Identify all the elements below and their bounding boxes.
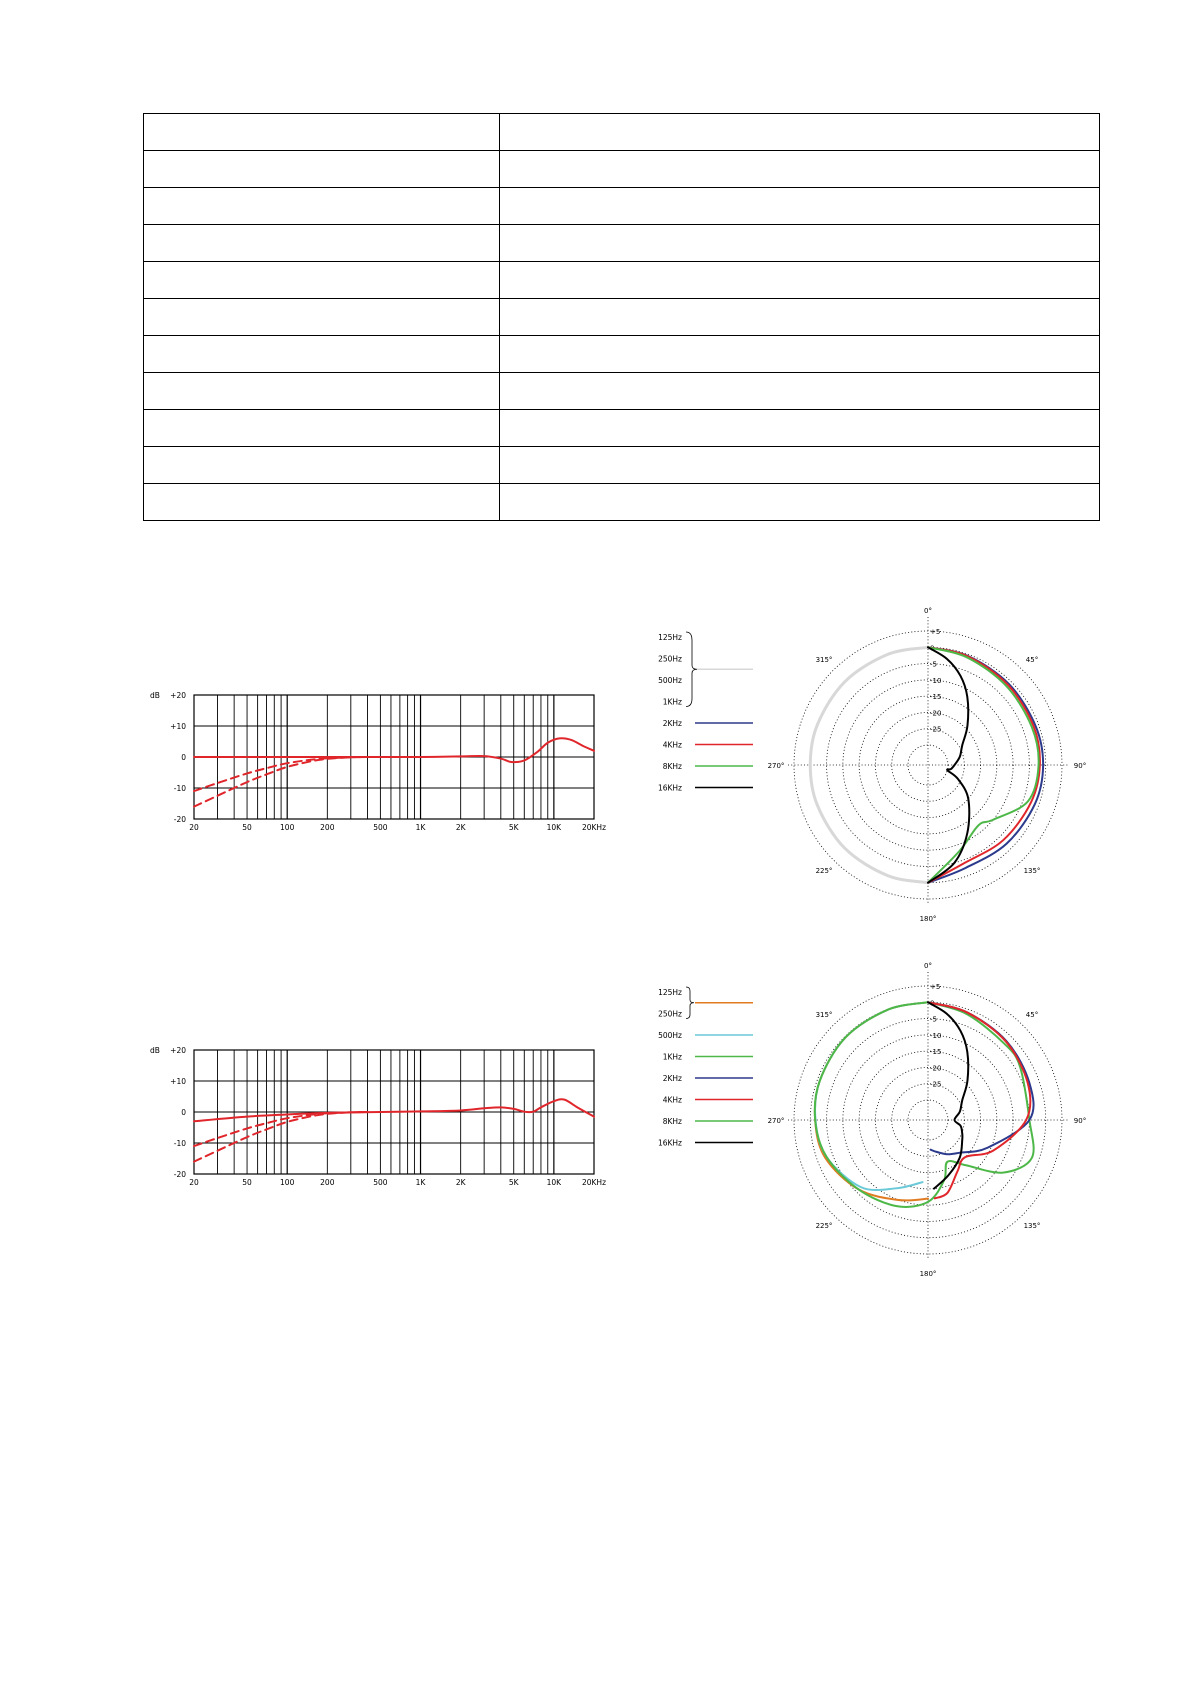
radial-tick-label: -10 xyxy=(930,676,942,685)
legend-label: 2KHz xyxy=(662,719,682,728)
x-tick-label: 2K xyxy=(455,1178,466,1187)
spec-label-cell xyxy=(144,188,500,225)
legend-label: 125Hz xyxy=(658,633,682,642)
legend-label: 1KHz xyxy=(662,697,682,707)
radial-tick-label: -10 xyxy=(930,1031,942,1040)
x-tick-label: 5K xyxy=(508,1178,519,1187)
polar-response-curve xyxy=(815,1002,928,1190)
angle-label: 315° xyxy=(815,1011,833,1019)
polar-pattern-chart-2 xyxy=(650,960,1110,1278)
spec-label-cell xyxy=(144,484,500,521)
x-tick-label: 500 xyxy=(373,1178,388,1187)
legend-label: 16KHz xyxy=(657,783,682,793)
radial-tick-label: +5 xyxy=(930,983,941,991)
radial-tick-label: -20 xyxy=(930,709,942,718)
legend-label: 8KHz xyxy=(662,1117,682,1126)
radial-tick-label: -25 xyxy=(930,725,942,734)
angle-label: 180° xyxy=(919,915,937,923)
legend-label: 250Hz xyxy=(658,654,682,664)
legend-label: 250Hz xyxy=(658,1009,682,1019)
spec-label-cell xyxy=(144,151,500,188)
angle-label: 45° xyxy=(1025,656,1039,664)
spec-label-cell xyxy=(144,299,500,336)
x-tick-label: 1K xyxy=(415,823,426,832)
y-tick-label: -20 xyxy=(173,815,186,824)
spec-row xyxy=(144,114,1100,151)
radial-tick-label: -5 xyxy=(930,660,937,669)
x-tick-label: 20KHz xyxy=(581,1178,607,1187)
x-tick-label: 20 xyxy=(189,823,199,832)
legend-brace xyxy=(686,987,694,1019)
x-tick-label: 50 xyxy=(242,1178,252,1187)
spec-row xyxy=(144,151,1100,188)
x-tick-label: 50 xyxy=(242,823,252,832)
angle-label: 0° xyxy=(924,962,932,970)
x-tick-label: 200 xyxy=(320,1178,335,1187)
y-tick-label: +10 xyxy=(170,1077,186,1086)
spec-row xyxy=(144,484,1100,521)
radial-tick-label: 0 xyxy=(930,999,935,1008)
legend-label: 125Hz xyxy=(658,988,682,997)
angle-label: 90° xyxy=(1073,762,1087,770)
legend-label: 2KHz xyxy=(662,1074,682,1083)
spec-row xyxy=(144,410,1100,447)
spec-label-cell xyxy=(144,447,500,484)
angle-label: 315° xyxy=(815,656,833,664)
spec-value-cell xyxy=(500,410,1100,447)
legend-label: 16KHz xyxy=(657,1138,682,1148)
angle-label: 180° xyxy=(919,1270,937,1278)
legend-label: 500Hz xyxy=(658,1031,682,1040)
angle-label: 45° xyxy=(1025,1011,1039,1019)
radial-tick-label: -5 xyxy=(930,1015,937,1024)
spec-value-cell xyxy=(500,262,1100,299)
angle-label: 270° xyxy=(767,1117,785,1125)
x-tick-label: 20KHz xyxy=(581,823,607,832)
spec-value-cell xyxy=(500,447,1100,484)
y-tick-label: -10 xyxy=(173,784,186,793)
spec-value-cell xyxy=(500,299,1100,336)
angle-label: 225° xyxy=(815,867,833,875)
spec-label-cell xyxy=(144,410,500,447)
spec-value-cell xyxy=(500,225,1100,262)
y-axis-label: dB xyxy=(150,691,160,700)
y-tick-label: +20 xyxy=(170,691,186,700)
spec-row xyxy=(144,188,1100,225)
spec-label-cell xyxy=(144,114,500,151)
polar-response-curve xyxy=(815,1002,1034,1207)
frequency-response-chart-1 xyxy=(150,685,620,845)
spec-label-cell xyxy=(144,373,500,410)
y-tick-label: 0 xyxy=(181,1108,186,1117)
spec-label-cell xyxy=(144,336,500,373)
legend-label: 500Hz xyxy=(658,676,682,685)
y-axis-label: dB xyxy=(150,1046,160,1055)
response-curve xyxy=(194,1099,594,1121)
spec-row xyxy=(144,262,1100,299)
angle-label: 135° xyxy=(1023,867,1041,875)
legend-label: 1KHz xyxy=(662,1052,682,1062)
spec-table-body xyxy=(144,114,1100,521)
spec-value-cell xyxy=(500,373,1100,410)
x-tick-label: 1K xyxy=(415,1178,426,1187)
spec-value-cell xyxy=(500,336,1100,373)
spec-row xyxy=(144,225,1100,262)
y-tick-label: -10 xyxy=(173,1139,186,1148)
angle-label: 270° xyxy=(767,762,785,770)
x-tick-label: 100 xyxy=(280,1178,295,1187)
radial-tick-label: -20 xyxy=(930,1064,942,1073)
angle-label: 225° xyxy=(815,1222,833,1230)
legend-label: 4KHz xyxy=(662,1095,682,1105)
radial-tick-label: +5 xyxy=(930,628,941,636)
spec-row xyxy=(144,373,1100,410)
x-tick-label: 10K xyxy=(546,1178,562,1187)
legend-brace xyxy=(686,632,697,707)
spec-value-cell xyxy=(500,114,1100,151)
spec-value-cell xyxy=(500,484,1100,521)
x-tick-label: 10K xyxy=(546,823,562,832)
spec-label-cell xyxy=(144,225,500,262)
angle-label: 0° xyxy=(924,607,932,615)
y-tick-label: -20 xyxy=(173,1170,186,1179)
angle-label: 90° xyxy=(1073,1117,1087,1125)
spec-row xyxy=(144,336,1100,373)
spec-value-cell xyxy=(500,188,1100,225)
spec-label-cell xyxy=(144,262,500,299)
polar-response-curve xyxy=(815,1002,928,1200)
y-tick-label: +20 xyxy=(170,1046,186,1055)
x-tick-label: 5K xyxy=(508,823,519,832)
spec-table xyxy=(143,113,1100,521)
spec-row xyxy=(144,299,1100,336)
spec-row xyxy=(144,447,1100,484)
legend-label: 8KHz xyxy=(662,762,682,771)
polar-pattern-chart-1 xyxy=(650,605,1110,923)
radial-tick-label: 0 xyxy=(930,644,935,653)
x-tick-label: 200 xyxy=(320,823,335,832)
response-curve xyxy=(194,738,594,762)
radial-tick-label: -15 xyxy=(930,1048,942,1057)
y-tick-label: 0 xyxy=(181,753,186,762)
legend-label: 4KHz xyxy=(662,740,682,750)
spec-value-cell xyxy=(500,151,1100,188)
radial-tick-label: -15 xyxy=(930,693,942,702)
x-tick-label: 2K xyxy=(455,823,466,832)
x-tick-label: 100 xyxy=(280,823,295,832)
angle-label: 135° xyxy=(1023,1222,1041,1230)
x-tick-label: 20 xyxy=(189,1178,199,1187)
radial-tick-label: -25 xyxy=(930,1080,942,1089)
y-tick-label: +10 xyxy=(170,722,186,731)
x-tick-label: 500 xyxy=(373,823,388,832)
frequency-response-chart-2 xyxy=(150,1040,620,1200)
